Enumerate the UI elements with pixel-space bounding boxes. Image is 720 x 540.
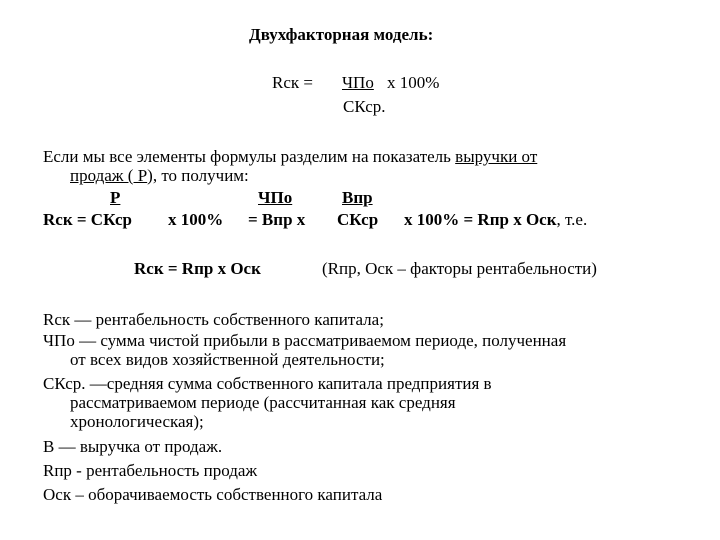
formula2-part-e: х 100% = Rпр х Оск [404,210,557,229]
paragraph-line2 [70,166,249,186]
definition-chpo: ЧПо — сумма чистой прибыли в рассматриваемом периоде, полученная [43,331,567,350]
formula2-num-p: Р [110,188,121,207]
formula2-part-f: , т.е. [556,210,588,229]
revenue-term: выручки от [455,147,538,166]
page-title: Двухфакторная модель: [249,25,434,44]
definition-chpo-cont: от всех видов хозяйственной деятельности; [70,350,385,369]
revenue-term-cont: продаж ( Р [70,166,148,185]
definition-sksr-cont2: хронологическая); [70,412,204,431]
formula1-multiplier: х 100% [387,73,440,92]
paragraph-text: Если мы все элементы формулы разделим на показатель [43,147,456,166]
formula2-num-chpo: ЧПо [258,188,293,207]
paragraph-line1 [43,147,537,167]
formula3-main: Rск = Rпр х Оск [134,259,261,278]
definition-sksr: СКср. —средняя сумма собственного капитала предприятия в [43,374,492,393]
formula1-lhs: Rск = [272,73,313,92]
formula2-part-c: = Впр х [248,210,306,229]
definition-osk: Оск – оборачиваемость собственного капитала [43,485,383,504]
formula3-note: (Rпр, Оск – факторы рентабельности) [322,259,597,278]
formula2-num-vpr: Впр [342,188,373,207]
paragraph-text-end: ), то получим: [147,166,249,185]
definition-rpr: Rпр - рентабельность продаж [43,461,258,480]
formula1-denominator: СКср. [343,97,386,116]
definition-v: В — выручка от продаж. [43,437,223,456]
formula1-numerator: ЧПо [342,73,374,92]
formula2-part-d: СКср [337,210,379,229]
formula2-part-a: Rск = СКср [43,210,132,229]
definition-rsk: Rск — рентабельность собственного капитала; [43,310,384,329]
formula2-part-b: х 100% [168,210,224,229]
formula2-tail [404,210,587,230]
definition-sksr-cont1: рассматриваемом периоде (рассчитанная как средняя [70,393,456,412]
